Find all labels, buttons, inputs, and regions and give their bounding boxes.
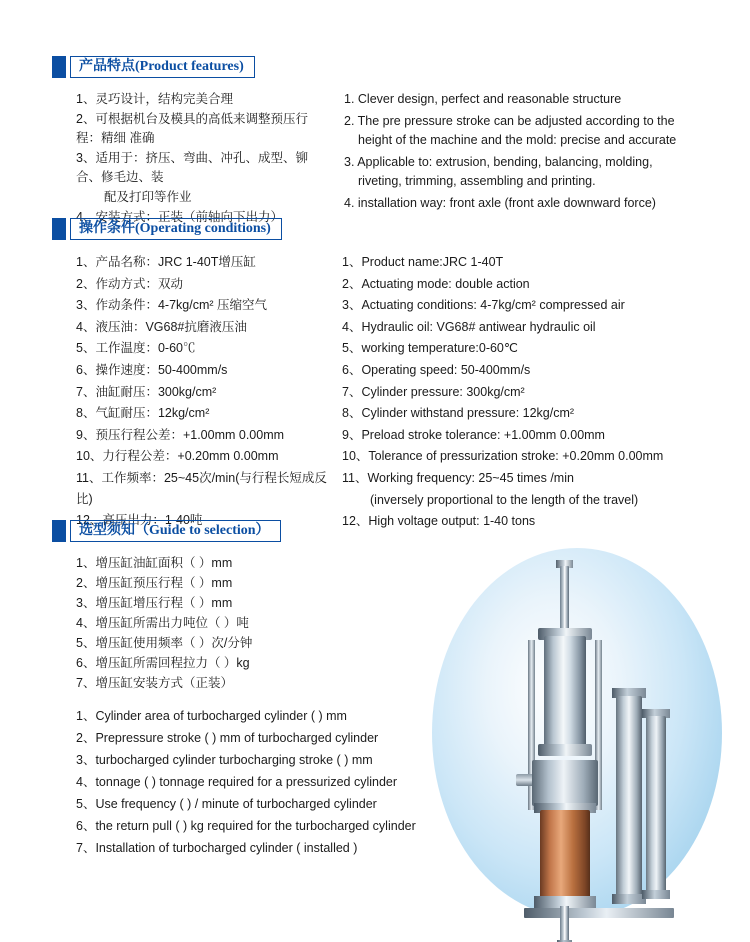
heading-accent-bar [52,218,66,240]
list-item: 11、Working frequency: 25~45 times /min [342,470,574,485]
list-item: 3、turbocharged cylinder turbocharging stroke ( ) mm [76,753,373,767]
list-item: 4. installation way: front axle (front axle downward force) [344,196,656,210]
list-item: 7、增压缸安装方式（正装） [76,676,233,690]
list-item: 6、Operating speed: 50-400mm/s [342,362,531,377]
conditions-columns [0,252,750,533]
section-operating-conditions [0,218,750,533]
section-title-text: 操作条件(Operating conditions) [79,221,271,236]
list-item: 5、增压缸使用频率（ ）次/分钟 [76,636,253,650]
guide-english-list [76,706,470,859]
list-item: 2、Actuating mode: double action [342,276,530,291]
list-item: 1、灵巧设计，结构完美合理 [76,92,233,106]
list-item: 3、Actuating conditions: 4-7kg/cm² compressed air [342,298,625,313]
aux-cylinder-a [616,696,642,896]
list-item: 6、增压缸所需回程拉力（ ）kg [76,656,250,670]
list-item: 2、增压缸预压行程（ ）mm [76,576,233,590]
list-item: 4、tonnage ( ) tonnage required for a pressurized cylinder [76,775,398,789]
section-product-features [0,56,750,228]
booster-mid-block [532,760,598,806]
aux-cylinder-a-bottom-cap [612,894,646,904]
section-header-product-features [52,56,750,80]
list-item: 3. Applicable to: extrusion, bending, balancing, molding, riveting, trimming, assembling and printing. [344,155,653,188]
list-item: 7、Cylinder pressure: 300kg/cm² [342,384,525,399]
heading-accent-bar [52,520,66,542]
product-image [432,548,732,928]
conditions-english-list [342,252,716,532]
section-title-text: 选型须知（Guide to selection） [79,523,270,538]
conditions-chinese-list [76,252,336,531]
list-item: 12、高压出力：1-40吨 [76,513,203,528]
list-item: 2、可根据机台及模具的高低来调整预压行程：精细 准确 [76,112,308,145]
list-item: 4、增压缸所需出力吨位（ ）吨 [76,616,249,630]
guide-body [0,554,470,859]
list-item: 5、Use frequency ( ) / minute of turbocharged cylinder [76,797,377,811]
section-header-guide [52,520,750,544]
air-cylinder-bottom-cap [538,744,592,756]
list-item: 7、Installation of turbocharged cylinder ( installed ) [76,841,358,855]
list-item: 7、油缸耐压：300kg/cm² [76,384,217,399]
list-item: 1、产品名称：JRC 1-40T增压缸 [76,255,256,269]
list-item: 5、工作温度：0-60℃ [76,341,196,356]
list-item: 1、Cylinder area of turbocharged cylinder ( ) mm [76,709,347,723]
list-item: 4、液压油：VG68#抗磨液压油 [76,319,247,334]
list-item: 3、增压缸增压行程（ ）mm [76,596,233,610]
booster-cylinder-body [540,810,590,898]
list-item: 2、Prepressure stroke ( ) mm of turbocharged cylinder [76,731,379,745]
list-item: 1. Clever design, perfect and reasonable structure [344,92,622,106]
list-item: 6、the return pull ( ) kg required for the turbocharged cylinder [76,819,416,833]
list-item: 6、操作速度：50-400mm/s [76,362,228,377]
list-item: 3、适用于：挤压、弯曲、冲孔、成型、铆合、修毛边、装 [76,151,308,184]
spacer [76,694,470,706]
aux-cylinder-b-bottom-cap [642,890,670,899]
heading-title-box [70,520,281,542]
list-item: 12、High voltage output: 1-40 tons [342,514,536,529]
guide-chinese-list [76,554,470,693]
list-item: 配及打印等作业 [104,190,192,204]
list-item: 4、安装方式：正装（前轴向下出力） [76,210,283,224]
conditions-chinese-column [0,252,336,533]
heading-accent-bar [52,56,66,78]
base-plate [524,908,674,918]
list-item: 2. The pre pressure stroke can be adjusted according to the height of the machine and the mold: precise and accurate [344,114,677,147]
list-item: 1、Product name:JRC 1-40T [342,255,504,269]
list-item: 10、力行程公差：+0.20mm 0.00mm [76,449,279,464]
features-chinese-column [0,90,330,228]
aux-cylinder-b [646,716,666,892]
list-item: 4、Hydraulic oil: VG68# antiwear hydraulic oil [342,319,596,334]
list-item: 3、作动条件：4-7kg/cm² 压缩空气 [76,298,267,313]
heading-title-box [70,56,255,78]
list-item: 9、预压行程公差：+1.00mm 0.00mm [76,427,285,442]
features-chinese-list [76,90,330,227]
list-item: 11、工作频率：25~45次/min(与行程长短成反比) [76,470,327,506]
list-item: 10、Tolerance of pressurization stroke: +0.20mm 0.00mm [342,449,664,464]
list-item: 8、Cylinder withstand pressure: 12kg/cm² [342,406,575,421]
features-english-list [344,90,680,213]
list-item: (inversely proportional to the length of the travel) [370,492,639,507]
list-item: 5、working temperature:0-60℃ [342,341,518,356]
list-item: 9、Preload stroke tolerance: +1.00mm 0.00mm [342,427,605,442]
list-item: 1、增压缸油缸面积（ ）mm [76,556,233,570]
conditions-english-column [336,252,716,533]
features-english-column [330,90,680,228]
heading-title-box [70,218,282,240]
list-item: 8、气缸耐压：12kg/cm² [76,406,210,421]
list-item: 2、作动方式：双动 [76,276,183,291]
section-header-operating-conditions [52,218,750,242]
features-columns [0,90,750,228]
section-title-text: 产品特点(Product features) [79,59,244,74]
output-rod [560,906,569,942]
air-cylinder-body [544,636,586,748]
